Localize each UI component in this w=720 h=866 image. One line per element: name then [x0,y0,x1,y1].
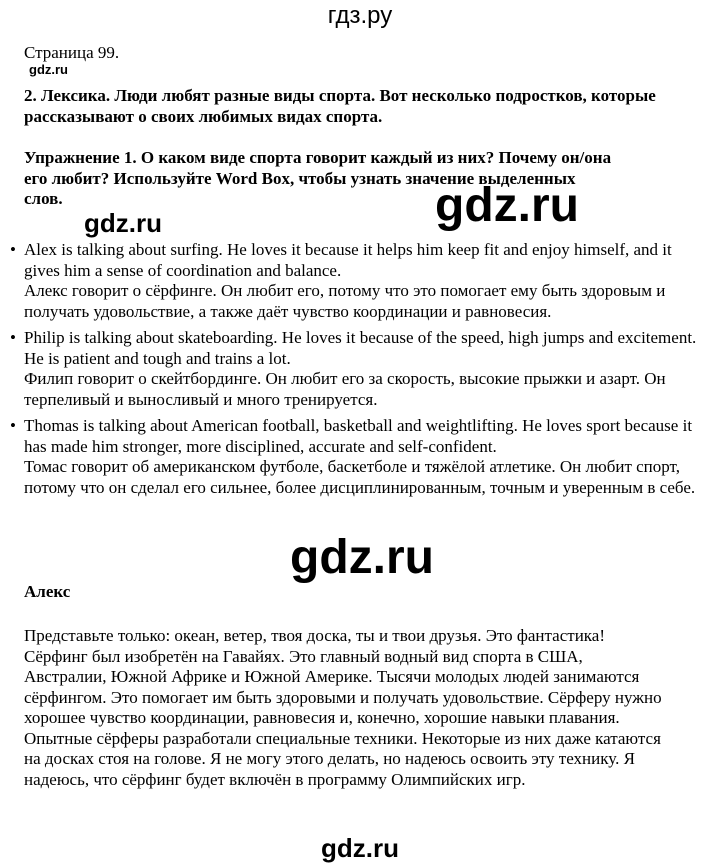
watermark-mid-left: gdz.ru [84,208,162,238]
alex-heading: Алекс [24,582,71,601]
answer-en: Thomas is talking about American football, basketball and weightlifting. He loves sport because it has made him stronger, more disciplined, accurate and self-confident. [24,416,693,456]
section-heading: 2. Лексика. Люди любят разные виды спорта. Вот несколько подростков, которые рассказывают о своих любимых видах спорта. [24,86,656,126]
bullet-icon: • [10,328,16,347]
watermark-small: gdz.ru [29,62,68,77]
page-label: Страница 99. [24,43,120,62]
answer-item-thomas [10,416,700,498]
answer-ru: Томас говорит об американском футболе, баскетболе и тяжёлой атлетике. Он любит спорт, потому что он сделал его сильнее, более дисциплинированным, точным и уверенным в себе. [24,457,696,497]
answers-list [10,240,700,504]
bullet-icon: • [10,416,16,435]
answer-en: Philip is talking about skateboarding. He loves it because of the speed, high jumps and excitement. He is patient and tough and trains a lot. [24,328,697,368]
answer-item-alex [10,240,700,322]
bullet-icon: • [10,240,16,259]
watermark-big-2: gdz.ru [290,531,434,584]
answer-ru: Алекс говорит о сёрфинге. Он любит его, потому что это помогает ему быть здоровым и получать удовольствие, а также даёт чувство координации и равновесия. [24,281,666,321]
watermark-big: gdz.ru [435,179,579,232]
answer-item-philip [10,328,700,410]
watermark-bottom: gdz.ru [321,833,399,863]
alex-text: Представьте только: океан, ветер, твоя доска, ты и твои друзья. Это фантастика! Сёрфинг был изобретён на Гавайях. Это главный водный вид спорта в США, Австралии, Южной Африке и Южной Америке. Тысячи молодых людей занимаются сёрфингом. Это помогает им быть здоровыми и получать удовольствие. Сёрферу нужно хорошее чувство координации, равновесия и, конечно, хорошие навыки плавания. Опытные сёрферы разработали специальные техники. Некоторые из них даже катаются на досках стоя на голове. Я не могу этого делать, но надеюсь освоить эту технику. Я надеюсь, что сёрфинг будет включён в программу Олимпийских игр. [24,626,662,789]
exercise-heading: Упражнение 1. О каком виде спорта говорит каждый из них? Почему он/она его любит? Используйте Word Box, чтобы узнать значение выделенных слов. [24,148,612,208]
answer-en: Alex is talking about surfing. He loves it because it helps him keep fit and enjoy himself, and it gives him a sense of coordination and balance. [24,240,672,280]
watermark-top: гдз.ру [327,2,393,29]
answer-ru: Филип говорит о скейтбординге. Он любит его за скорость, высокие прыжки и азарт. Он терпеливый и выносливый и много тренируется. [24,369,666,409]
